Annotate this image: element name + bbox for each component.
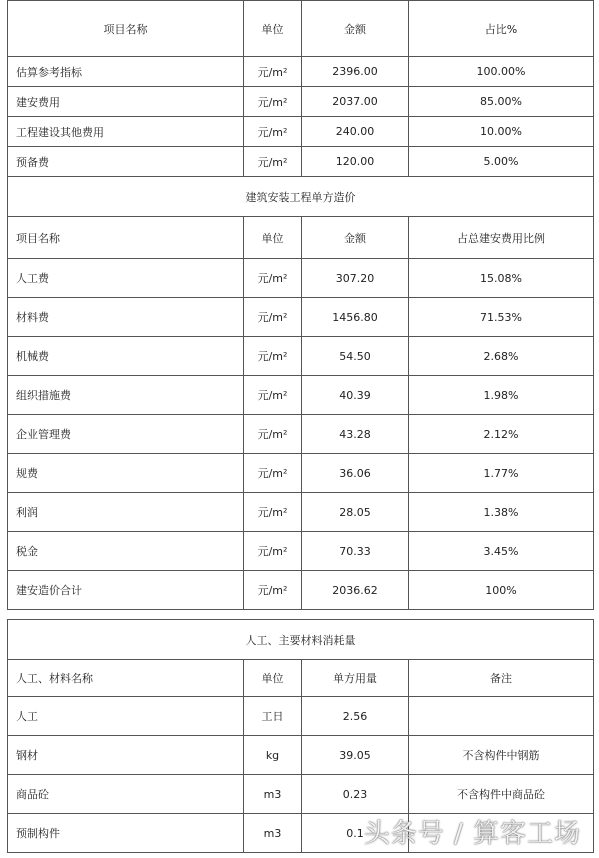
- cell-name: 材料费: [8, 298, 244, 337]
- cell-amount: 240.00: [302, 117, 409, 147]
- cell-unit: 元/m²: [244, 493, 302, 532]
- cell-name: 预备费: [8, 147, 244, 177]
- cell-name: 人工: [8, 697, 244, 736]
- cell-note: [409, 697, 594, 736]
- section-title: 建筑安装工程单方造价: [8, 177, 594, 217]
- cell-unit: kg: [244, 736, 302, 775]
- unit-cost-table: [7, 176, 594, 610]
- cell-pct: 85.00%: [409, 87, 594, 117]
- cell-name: 机械费: [8, 337, 244, 376]
- header-qty: 单方用量: [302, 660, 409, 697]
- table-row: [8, 337, 594, 376]
- header-name: 项目名称: [8, 217, 244, 259]
- cell-qty: 0.1: [302, 814, 409, 853]
- cell-amount: 2396.00: [302, 57, 409, 87]
- cell-pct: 10.00%: [409, 117, 594, 147]
- section-title-row: [8, 620, 594, 660]
- cell-unit: 元/m²: [244, 415, 302, 454]
- cell-unit: 工日: [244, 697, 302, 736]
- table-row: [8, 298, 594, 337]
- header-amount: 金额: [302, 217, 409, 259]
- cell-amount: 40.39: [302, 376, 409, 415]
- header-pct: 占比%: [409, 1, 594, 57]
- table-header-row: [8, 660, 594, 697]
- cell-unit: 元/m²: [244, 147, 302, 177]
- cell-unit: 元/m²: [244, 117, 302, 147]
- cell-pct: 1.77%: [409, 454, 594, 493]
- cell-unit: 元/m²: [244, 87, 302, 117]
- table-row: [8, 571, 594, 610]
- cell-pct: 1.38%: [409, 493, 594, 532]
- cell-name: 钢材: [8, 736, 244, 775]
- cell-unit: 元/m²: [244, 376, 302, 415]
- cell-pct: 71.53%: [409, 298, 594, 337]
- cell-pct: 3.45%: [409, 532, 594, 571]
- cell-name: 预制构件: [8, 814, 244, 853]
- cell-amount: 2037.00: [302, 87, 409, 117]
- cell-pct: 2.12%: [409, 415, 594, 454]
- cell-unit: 元/m²: [244, 454, 302, 493]
- cell-name: 建安造价合计: [8, 571, 244, 610]
- cell-name: 利润: [8, 493, 244, 532]
- cell-qty: 0.23: [302, 775, 409, 814]
- table-row: [8, 57, 594, 87]
- cell-unit: 元/m²: [244, 298, 302, 337]
- section-title: 人工、主要材料消耗量: [8, 620, 594, 660]
- header-unit: 单位: [244, 1, 302, 57]
- header-pct: 占总建安费用比例: [409, 217, 594, 259]
- cost-summary-table: [7, 0, 594, 177]
- header-amount: 金额: [302, 1, 409, 57]
- table-header-row: [8, 217, 594, 259]
- cell-unit: 元/m²: [244, 337, 302, 376]
- cell-pct: 15.08%: [409, 259, 594, 298]
- table-row: [8, 147, 594, 177]
- cell-unit: 元/m²: [244, 532, 302, 571]
- cell-name: 工程建设其他费用: [8, 117, 244, 147]
- cell-qty: 2.56: [302, 697, 409, 736]
- cell-pct: 2.68%: [409, 337, 594, 376]
- cell-unit: 元/m²: [244, 571, 302, 610]
- cell-pct: 5.00%: [409, 147, 594, 177]
- table-row: [8, 415, 594, 454]
- cell-amount: 36.06: [302, 454, 409, 493]
- cell-pct: 100%: [409, 571, 594, 610]
- header-unit: 单位: [244, 217, 302, 259]
- cell-amount: 1456.80: [302, 298, 409, 337]
- header-name: 项目名称: [8, 1, 244, 57]
- cell-note: 不含构件中钢筋: [409, 736, 594, 775]
- table-header-row: [8, 1, 594, 57]
- cell-qty: 39.05: [302, 736, 409, 775]
- cell-unit: 元/m²: [244, 259, 302, 298]
- cell-name: 规费: [8, 454, 244, 493]
- cell-pct: 1.98%: [409, 376, 594, 415]
- table-row: [8, 736, 594, 775]
- table-row: [8, 493, 594, 532]
- header-name: 人工、材料名称: [8, 660, 244, 697]
- watermark: 头条号 / 算客工场: [363, 819, 581, 849]
- cell-unit: m3: [244, 775, 302, 814]
- cell-unit: 元/m²: [244, 57, 302, 87]
- cell-amount: 2036.62: [302, 571, 409, 610]
- header-unit: 单位: [244, 660, 302, 697]
- cell-amount: 307.20: [302, 259, 409, 298]
- table-row: [8, 87, 594, 117]
- table-row: [8, 117, 594, 147]
- cell-name: 商品砼: [8, 775, 244, 814]
- table-row: [8, 775, 594, 814]
- cell-amount: 120.00: [302, 147, 409, 177]
- cell-name: 企业管理费: [8, 415, 244, 454]
- cell-name: 税金: [8, 532, 244, 571]
- cell-amount: 70.33: [302, 532, 409, 571]
- cell-amount: 54.50: [302, 337, 409, 376]
- cell-note: 不含构件中商品砼: [409, 775, 594, 814]
- header-note: 备注: [409, 660, 594, 697]
- cell-name: 组织措施费: [8, 376, 244, 415]
- cell-name: 人工费: [8, 259, 244, 298]
- table-row: [8, 454, 594, 493]
- cell-unit: m3: [244, 814, 302, 853]
- table-row: [8, 259, 594, 298]
- table-row: [8, 697, 594, 736]
- table-row: [8, 532, 594, 571]
- table-row: [8, 376, 594, 415]
- cell-pct: 100.00%: [409, 57, 594, 87]
- cell-name: 建安费用: [8, 87, 244, 117]
- section-title-row: [8, 177, 594, 217]
- cell-name: 估算参考指标: [8, 57, 244, 87]
- cell-amount: 28.05: [302, 493, 409, 532]
- cell-amount: 43.28: [302, 415, 409, 454]
